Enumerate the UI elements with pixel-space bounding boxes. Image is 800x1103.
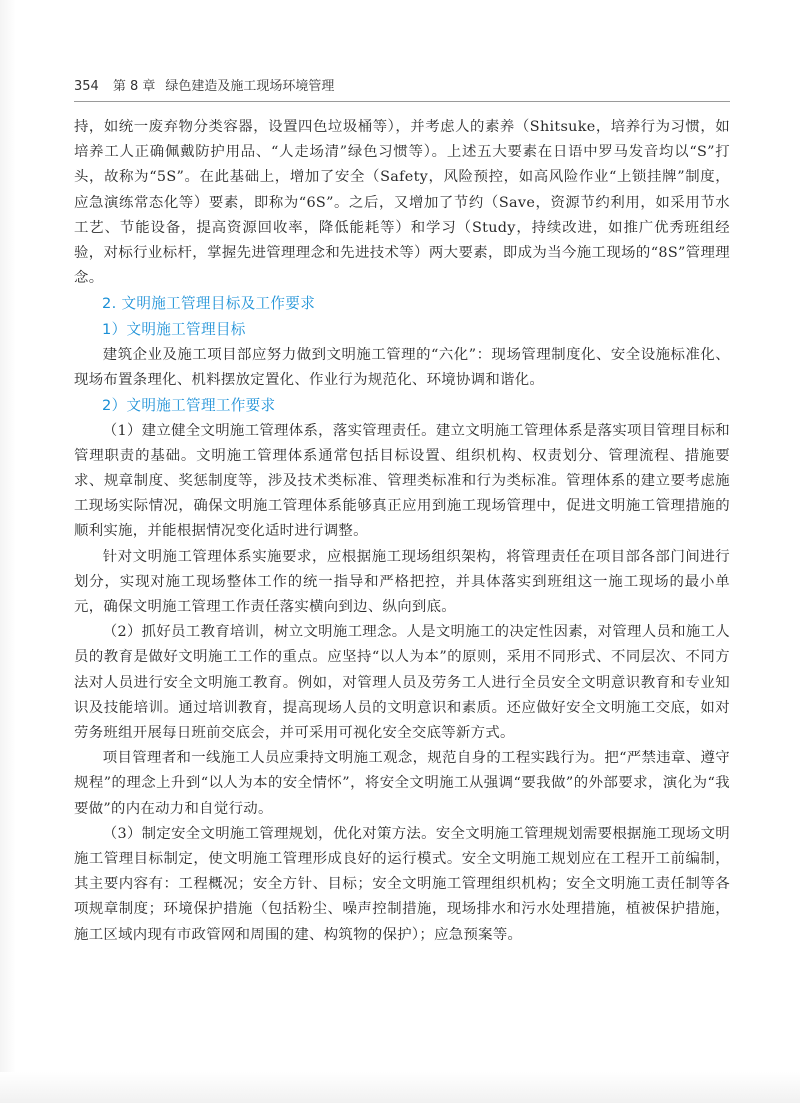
paragraph-continued: 持，如统一废弃物分类容器，设置四色垃圾桶等），并考虑人的素养（Shitsuke，培养行为习惯，如培养工人正确佩戴防护用品、“人走场清”绿色习惯等）。上述五大要素在日语中罗马发音均以“S”打头，故称为“5S”。在此基础上，增加了安全（Safety，风险预控，如高风险作业“上锁挂牌”制度，应急演练常态化等）要素，即称为“6S”。之后，又增加了节约（Save，资源节约利用，如采用节水工艺、节能设备，提高资源回收率，降低能耗等）和学习（Study，持续改进，如推广优秀班组经验，对标行业标杆，掌握先进管理理念和先进技术等）两大要素，即成为当今施工现场的“8S”管理理念。 [74,119,730,287]
paragraph-training: （2）抓好员工教育培训，树立文明施工理念。人是文明施工的决定性因素，对管理人员和施工人员的教育是做好文明施工工作的重点。应坚持“以人为本”的原则，采用不同形式、不同层次、不同方法对人员进行安全文明施工教育。例如，对管理人员及劳务工人进行全员安全文明意识教育和专业知识及技能培训。通过培训教育，提高现场人员的文明意识和素质。还应做好安全文明施工交底，如对劳务班组开展每日班前交底会，并可采用可视化安全交底等新方式。 [74,624,730,742]
running-header [74,76,730,98]
book-page [74,76,730,948]
chapter-number: 第 8 章 [112,79,156,94]
paragraph-management-system: （1）建立健全文明施工管理体系，落实管理责任。建立文明施工管理体系是落实项目管理目标和管理职责的基础。文明施工管理体系通常包括目标设置、组织机构、权责划分、管理流程、措施要求、规章制度、奖惩制度等，涉及技术类标准、管理类标准和行为类标准。管理体系的建立要考虑施工现场实际情况，确保文明施工管理体系能够真正应用到施工现场管理中，促进文明施工管理措施的顺利实施，并能根据情况变化适时进行调整。 [74,422,730,540]
paragraph-six-modernizations: 建筑企业及施工项目部应努力做到文明施工管理的“六化”：现场管理制度化、安全设施标准化、现场布置条理化、机料摆放定置化、作业行为规范化、环境协调和谐化。 [74,346,730,388]
paragraph-planning: （3）制定安全文明施工管理规划，优化对策方法。安全文明施工管理规划需要根据施工现场文明施工管理目标制定，使文明施工管理形成良好的运行模式。安全文明施工规划应在工程开工前编制，其主要内容有：工程概况；安全方针、目标；安全文明施工管理组织机构；安全文明施工责任制等各项规章制度；环境保护措施（包括粉尘、噪声控制措施，现场排水和污水处理措施，植被保护措施，施工区域内现有市政管网和周围的建、构筑物的保护）；应急预案等。 [74,825,730,943]
scan-shadow-left [0,0,16,1103]
chapter-title: 绿色建造及施工现场环境管理 [165,79,335,94]
section-heading: 2. 文明施工管理目标及工作要求 [102,295,316,313]
paragraph-responsibility: 针对文明施工管理体系实施要求，应根据施工现场组织架构，将管理责任在项目部各部门间进行划分，实现对施工现场整体工作的统一指导和严格把控，并具体落实到班组这一施工现场的最小单元，确保文明施工管理工作责任落实横向到边、纵向到底。 [74,548,730,616]
page-number: 354 [74,79,99,94]
page-body [74,115,730,948]
subsection-heading-goals: 1）文明施工管理目标 [102,321,246,339]
subsection-heading-requirements: 2）文明施工管理工作要求 [102,397,276,415]
scan-shadow-bottom [0,1072,800,1103]
paragraph-concept: 项目管理者和一线施工人员应秉持文明施工观念，规范自身的工程实践行为。把“严禁违章、遵守规程”的理念上升到“以人为本的安全情怀”，将安全文明施工从强调“要我做”的外部要求，演化为“我要做”的内在动力和自觉行动。 [74,750,730,817]
header-rule [74,101,730,102]
